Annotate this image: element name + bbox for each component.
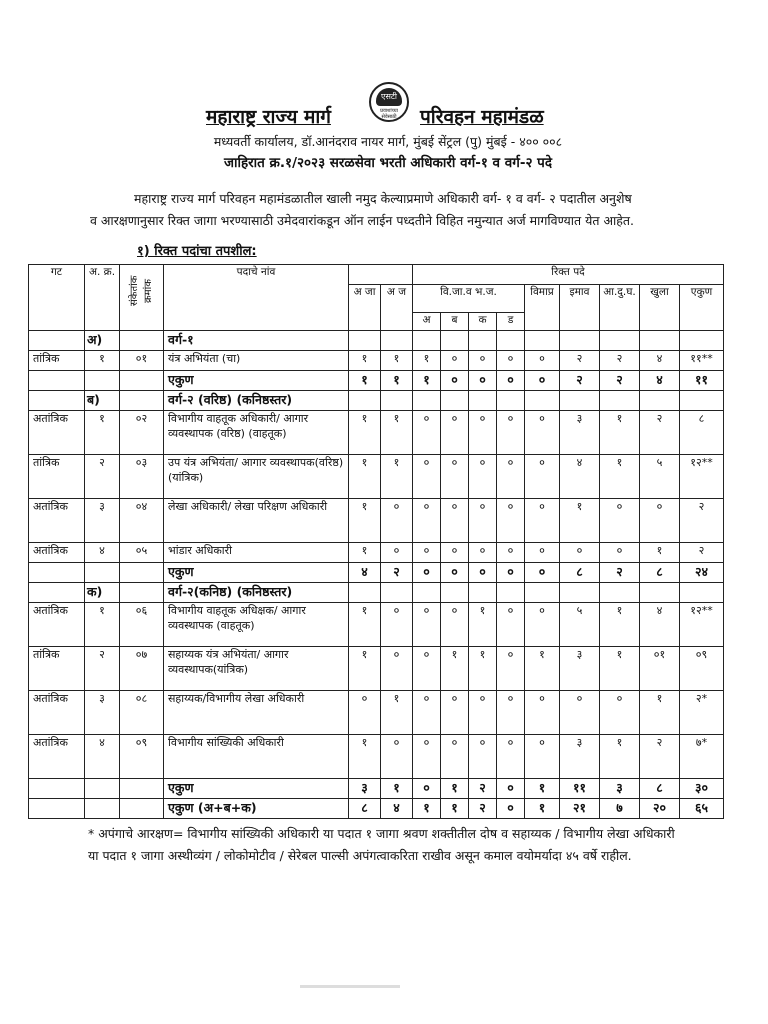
cell-empty — [560, 391, 600, 411]
cell-value: ० — [413, 499, 441, 543]
cell-gat — [29, 563, 85, 583]
header-vjbhj: वि.जा.व भ.ज. — [413, 285, 525, 313]
cell-value: २* — [680, 691, 724, 735]
cell-value: २१ — [560, 799, 600, 819]
cell-empty — [381, 583, 413, 603]
cell-value: ४ — [640, 371, 680, 391]
cell-value: १ — [349, 499, 381, 543]
cell-value: ० — [497, 799, 525, 819]
cell-value: ० — [497, 735, 525, 779]
org-title-right: परिवहन महामंडळ — [420, 106, 544, 128]
header-gat: गट — [29, 265, 85, 331]
cell-value: २४ — [680, 563, 724, 583]
cell-value: १ — [441, 779, 469, 799]
cell-value: ० — [469, 371, 497, 391]
cell-value: ८ — [349, 799, 381, 819]
office-address: मध्यवर्ती कार्यालय, डॉ.आनंदराव नायर मार्ग, मुंबई सेंट्रल (पु) मुंबई - ४०० ००८ — [213, 134, 563, 149]
cell-value: ३० — [680, 779, 724, 799]
cell-empty — [640, 331, 680, 351]
cell-value: ७* — [680, 735, 724, 779]
cell-empty — [680, 583, 724, 603]
cell-empty — [469, 331, 497, 351]
cell-code — [120, 779, 164, 799]
cell-empty — [381, 331, 413, 351]
cell-value: ० — [469, 455, 497, 499]
category-row — [29, 331, 724, 351]
cell-empty — [413, 331, 441, 351]
cell-ak: १ — [85, 351, 120, 371]
total-row — [29, 371, 724, 391]
cell-value: ८ — [560, 563, 600, 583]
cell-value: १ — [349, 371, 381, 391]
header-d: ड — [497, 313, 525, 331]
cell-post-name: एकुण — [164, 371, 349, 391]
total-row — [29, 779, 724, 799]
cell-post-name: एकुण — [164, 563, 349, 583]
cell-gat: अतांत्रिक — [29, 411, 85, 455]
cell-empty — [469, 391, 497, 411]
cell-category-name: वर्ग-२(कनिष्ठ) (कनिष्ठस्तर) — [164, 583, 349, 603]
cell-value: ० — [497, 351, 525, 371]
cell-empty — [497, 583, 525, 603]
total-row — [29, 799, 724, 819]
cell-value: ५ — [640, 455, 680, 499]
cell-code — [120, 371, 164, 391]
cell-value: ० — [525, 411, 560, 455]
header-ekun: एकुण — [680, 285, 724, 331]
cell-value: ० — [381, 543, 413, 563]
cell-code: ०२ — [120, 411, 164, 455]
cell-value: ० — [413, 411, 441, 455]
cell-value: ० — [497, 371, 525, 391]
header-sanket — [120, 265, 164, 331]
cell-value: ० — [441, 371, 469, 391]
cell-value: ० — [469, 563, 497, 583]
table-row — [29, 543, 724, 563]
header-khula: खुला — [640, 285, 680, 331]
category-row — [29, 583, 724, 603]
cell-gat: तांत्रिक — [29, 647, 85, 691]
header-imav: इमाव — [560, 285, 600, 331]
cell-value: ४ — [349, 563, 381, 583]
cell-value: ० — [497, 691, 525, 735]
cell-gat: तांत्रिक — [29, 351, 85, 371]
cell-value: १ — [469, 603, 497, 647]
cell-category-name: वर्ग-१ — [164, 331, 349, 351]
cell-value: ० — [497, 603, 525, 647]
intro-paragraph — [90, 188, 690, 232]
cell-ak: क) — [85, 583, 120, 603]
cell-value: ० — [381, 647, 413, 691]
cell-value: ११ — [680, 371, 724, 391]
cell-empty — [349, 331, 381, 351]
cell-value: ७ — [600, 799, 640, 819]
cell-value: २ — [680, 499, 724, 543]
cell-code: ०१ — [120, 351, 164, 371]
cell-value: १ — [600, 411, 640, 455]
cell-post-name: एकुण (अ+ब+क) — [164, 799, 349, 819]
cell-ak: १ — [85, 603, 120, 647]
cell-value: ० — [525, 563, 560, 583]
cell-ak — [85, 563, 120, 583]
table-row — [29, 351, 724, 371]
cell-ak: अ) — [85, 331, 120, 351]
cell-value: ० — [497, 779, 525, 799]
logo-text: एसटी — [376, 88, 402, 106]
cell-empty — [497, 391, 525, 411]
cell-value: ६५ — [680, 799, 724, 819]
cell-value: १ — [640, 691, 680, 735]
cell-value: ० — [525, 351, 560, 371]
cell-empty — [349, 583, 381, 603]
logo-ring-text: प्रवाशांच्या सेवेसाठी — [380, 108, 398, 120]
cell-category-name: वर्ग-२ (वरिष्ठ) (कनिष्ठस्तर) — [164, 391, 349, 411]
cell-empty — [680, 391, 724, 411]
cell-value: ० — [413, 779, 441, 799]
cell-gat: अतांत्रिक — [29, 735, 85, 779]
cell-value: ० — [469, 543, 497, 563]
cell-value: १ — [525, 779, 560, 799]
cell-ak: ४ — [85, 543, 120, 563]
cell-value: ४ — [640, 351, 680, 371]
cell-empty — [469, 583, 497, 603]
msrtc-logo — [369, 82, 409, 122]
org-title-left: महाराष्ट्र राज्य मार्ग — [206, 106, 331, 128]
cell-value: ० — [441, 411, 469, 455]
cell-value: ४ — [640, 603, 680, 647]
cell-code: ०७ — [120, 647, 164, 691]
cell-value: ० — [497, 543, 525, 563]
cell-value: २ — [680, 543, 724, 563]
cell-post-name: उप यंत्र अभियंता/ आगार व्यवस्थापक(वरिष्ठ)(यांत्रिक) — [164, 455, 349, 499]
table-row — [29, 455, 724, 499]
cell-value: ० — [469, 735, 497, 779]
cell-value: ३ — [600, 779, 640, 799]
cell-value: १ — [349, 351, 381, 371]
cell-value: ० — [525, 691, 560, 735]
cell-empty — [560, 331, 600, 351]
header-rikt-pade: रिक्त पदे — [413, 265, 724, 285]
cell-value: ० — [413, 455, 441, 499]
cell-code: ०८ — [120, 691, 164, 735]
table-row — [29, 603, 724, 647]
cell-value: १ — [525, 799, 560, 819]
cell-value: ०९ — [680, 647, 724, 691]
cell-post-name: विभागीय वाहतूक अधिक्षक/ आगार व्यवस्थापक (वाहतूक) — [164, 603, 349, 647]
cell-ak: २ — [85, 647, 120, 691]
cell-value: ० — [441, 563, 469, 583]
cell-value: ० — [381, 735, 413, 779]
cell-value: १२** — [680, 455, 724, 499]
cell-value: ० — [469, 499, 497, 543]
cell-ak: ब) — [85, 391, 120, 411]
cell-value: १ — [413, 351, 441, 371]
header-aduva: आ.दु.घ. — [600, 285, 640, 331]
cell-value: ० — [413, 647, 441, 691]
cell-code: ०९ — [120, 735, 164, 779]
cell-value: ० — [497, 499, 525, 543]
cell-empty — [413, 391, 441, 411]
cell-value: १ — [600, 735, 640, 779]
cell-value: १ — [441, 799, 469, 819]
cell-empty — [560, 583, 600, 603]
cell-value: १ — [381, 351, 413, 371]
cell-empty — [600, 583, 640, 603]
cell-gat: अतांत्रिक — [29, 691, 85, 735]
cell-code: ०६ — [120, 603, 164, 647]
cell-value: १ — [600, 455, 640, 499]
cell-value: १ — [413, 799, 441, 819]
cell-empty — [441, 583, 469, 603]
cell-code: ०४ — [120, 499, 164, 543]
cell-ak — [85, 799, 120, 819]
vacancy-table-body — [29, 331, 724, 819]
cell-gat — [29, 391, 85, 411]
cell-ak: १ — [85, 411, 120, 455]
cell-value: ० — [497, 455, 525, 499]
cell-value: १ — [349, 647, 381, 691]
cell-value: २ — [600, 563, 640, 583]
table-row — [29, 411, 724, 455]
cell-value: १ — [381, 779, 413, 799]
cell-empty — [349, 391, 381, 411]
cell-ak: ३ — [85, 691, 120, 735]
cell-value: ० — [469, 351, 497, 371]
cell-value: ० — [497, 647, 525, 691]
cell-empty — [497, 331, 525, 351]
header-vimapra: विमाप्र — [525, 285, 560, 331]
cell-value: ० — [525, 543, 560, 563]
cell-post-name: भांडार अधिकारी — [164, 543, 349, 563]
cell-post-name: सहाय्यक/विभागीय लेखा अधिकारी — [164, 691, 349, 735]
cell-value: २ — [560, 371, 600, 391]
cell-value: ० — [441, 691, 469, 735]
cell-value: ८ — [640, 563, 680, 583]
cell-value: ० — [381, 603, 413, 647]
cell-empty — [600, 331, 640, 351]
cell-value: १ — [441, 647, 469, 691]
header-aj: अ ज — [381, 285, 413, 331]
cell-value: १ — [349, 603, 381, 647]
cell-code — [120, 331, 164, 351]
cell-value: ० — [381, 499, 413, 543]
advertisement-title: जाहिरात क्र.१/२०२३ सरळसेवा भरती अधिकारी वर्ग-१ व वर्ग-२ पदे — [223, 155, 553, 171]
cell-gat: तांत्रिक — [29, 455, 85, 499]
cell-post-name: विभागीय वाहतूक अधिकारी/ आगार व्यवस्थापक (वरिष्ठ) (वाहतूक) — [164, 411, 349, 455]
header-sanket-label: संकेतांक क्रमांक — [128, 275, 154, 307]
table-row — [29, 499, 724, 543]
cell-empty — [381, 391, 413, 411]
cell-value: ० — [413, 563, 441, 583]
cell-value: ० — [497, 411, 525, 455]
cell-value: १ — [381, 411, 413, 455]
cell-value: ० — [413, 691, 441, 735]
cell-ak — [85, 779, 120, 799]
cell-value: ० — [600, 543, 640, 563]
cell-post-name: विभागीय सांख्यिकी अधिकारी — [164, 735, 349, 779]
header-a: अ — [413, 313, 441, 331]
cell-value: ० — [441, 499, 469, 543]
cell-empty — [413, 583, 441, 603]
cell-value: १ — [349, 411, 381, 455]
cell-value: २ — [469, 799, 497, 819]
cell-value: ० — [413, 543, 441, 563]
cell-value: १ — [413, 371, 441, 391]
cell-value: ० — [525, 603, 560, 647]
cell-value: ० — [640, 499, 680, 543]
cell-value: ० — [441, 351, 469, 371]
cell-value: ० — [560, 691, 600, 735]
cell-value: ३ — [349, 779, 381, 799]
cell-value: २० — [640, 799, 680, 819]
cell-empty — [680, 331, 724, 351]
cell-value: ० — [497, 563, 525, 583]
cell-value: ० — [413, 735, 441, 779]
cell-gat — [29, 779, 85, 799]
cell-empty — [640, 583, 680, 603]
cell-empty — [640, 391, 680, 411]
cell-ak — [85, 371, 120, 391]
cell-value: ० — [600, 691, 640, 735]
cell-code — [120, 563, 164, 583]
cell-empty — [525, 331, 560, 351]
cell-code: ०३ — [120, 455, 164, 499]
header-ak: अ. क्र. — [85, 265, 120, 331]
cell-ak: ४ — [85, 735, 120, 779]
cell-value: ५ — [560, 603, 600, 647]
cell-value: ० — [525, 735, 560, 779]
table-row — [29, 735, 724, 779]
cell-value: १ — [600, 603, 640, 647]
cell-value: २ — [469, 779, 497, 799]
header-k: क — [469, 313, 497, 331]
cell-code: ०५ — [120, 543, 164, 563]
cell-empty — [600, 391, 640, 411]
cell-empty — [525, 583, 560, 603]
cell-value: १ — [640, 543, 680, 563]
cell-post-name: सहाय्यक यंत्र अभियंता/ आगार व्यवस्थापक(यांत्रिक) — [164, 647, 349, 691]
cell-value: १ — [349, 543, 381, 563]
table-row — [29, 691, 724, 735]
cell-value: ३ — [560, 411, 600, 455]
cell-value: ० — [441, 455, 469, 499]
cell-value: २ — [640, 735, 680, 779]
cell-value: ८ — [680, 411, 724, 455]
cell-gat: अतांत्रिक — [29, 603, 85, 647]
cell-value: ० — [413, 603, 441, 647]
cell-post-name: एकुण — [164, 779, 349, 799]
cell-post-name: लेखा अधिकारी/ लेखा परिक्षण अधिकारी — [164, 499, 349, 543]
cell-value: १ — [469, 647, 497, 691]
section-title: १) रिक्त पदांचा तपशील: — [137, 244, 257, 259]
category-row — [29, 391, 724, 411]
cell-value: ० — [441, 543, 469, 563]
cell-value: ० — [525, 455, 560, 499]
cell-gat — [29, 799, 85, 819]
cell-value: ० — [469, 411, 497, 455]
cell-gat — [29, 331, 85, 351]
cell-value: ० — [441, 735, 469, 779]
cell-value: ० — [525, 499, 560, 543]
cell-ak: २ — [85, 455, 120, 499]
cell-value: २ — [640, 411, 680, 455]
cell-value: ० — [600, 499, 640, 543]
disability-note: * अपंगाचे आरक्षण= विभागीय सांख्यिकी अधिकारी या पदात १ जागा श्रवण शक्तीतील दोष व सहाय्यक / विभागीय लेखा अधिकारी या पदात १ जागा अस्थीव्यंग / लोकोमोटीव / सेरेबल पाल्सी अपंगत्वाकरिता राखीव असून कमाल वयोमर्यादा ४५ वर्षे राहील. — [88, 826, 675, 863]
cell-gat — [29, 371, 85, 391]
cell-value: १ — [600, 647, 640, 691]
cell-ak: ३ — [85, 499, 120, 543]
cell-value: २ — [560, 351, 600, 371]
cell-empty — [525, 391, 560, 411]
table-row — [29, 647, 724, 691]
cell-value: ० — [560, 543, 600, 563]
cell-empty — [441, 331, 469, 351]
cell-code — [120, 583, 164, 603]
intro-line-2: व आरक्षणानुसार रिक्त जागा भरण्यासाठी उमेदवारांकडून ऑन लाईन पध्दतीने विहित नमुन्यात अर्ज मागविण्यात येत आहेत. — [90, 213, 634, 228]
cell-value: १ — [560, 499, 600, 543]
cell-value: १ — [381, 691, 413, 735]
cell-value: ० — [525, 371, 560, 391]
cell-value: १ — [381, 455, 413, 499]
cell-value: ११ — [560, 779, 600, 799]
cell-value: १ — [525, 647, 560, 691]
cell-value: ० — [349, 691, 381, 735]
header-padache-nav: पदाचे नांव — [164, 265, 349, 331]
cell-gat — [29, 583, 85, 603]
cell-value: १२** — [680, 603, 724, 647]
cell-value: ० — [469, 691, 497, 735]
cell-value: ११** — [680, 351, 724, 371]
header-b: ब — [441, 313, 469, 331]
cell-post-name: यंत्र अभियंता (चा) — [164, 351, 349, 371]
vacancy-table — [28, 264, 724, 819]
cell-code — [120, 391, 164, 411]
cell-code — [120, 799, 164, 819]
cell-value: २ — [600, 351, 640, 371]
cell-value: २ — [600, 371, 640, 391]
intro-line-1: महाराष्ट्र राज्य मार्ग परिवहन महामंडळातील खाली नमुद केल्याप्रमाणे अधिकारी वर्ग- १ व वर्ग- २ पदातील अनुशेष — [134, 191, 632, 206]
cell-empty — [441, 391, 469, 411]
header-aja: अ जा — [349, 285, 381, 331]
cell-value: १ — [349, 455, 381, 499]
cell-value: ०१ — [640, 647, 680, 691]
cell-value: २ — [381, 563, 413, 583]
cell-value: १ — [349, 735, 381, 779]
cell-gat: अतांत्रिक — [29, 543, 85, 563]
footer-mark — [300, 985, 400, 988]
cell-value: ८ — [640, 779, 680, 799]
header-blank — [349, 265, 413, 285]
cell-value: ० — [441, 603, 469, 647]
cell-value: ४ — [381, 799, 413, 819]
cell-value: १ — [381, 371, 413, 391]
cell-value: ४ — [560, 455, 600, 499]
total-row — [29, 563, 724, 583]
cell-value: ३ — [560, 647, 600, 691]
cell-gat: अतांत्रिक — [29, 499, 85, 543]
cell-value: ३ — [560, 735, 600, 779]
